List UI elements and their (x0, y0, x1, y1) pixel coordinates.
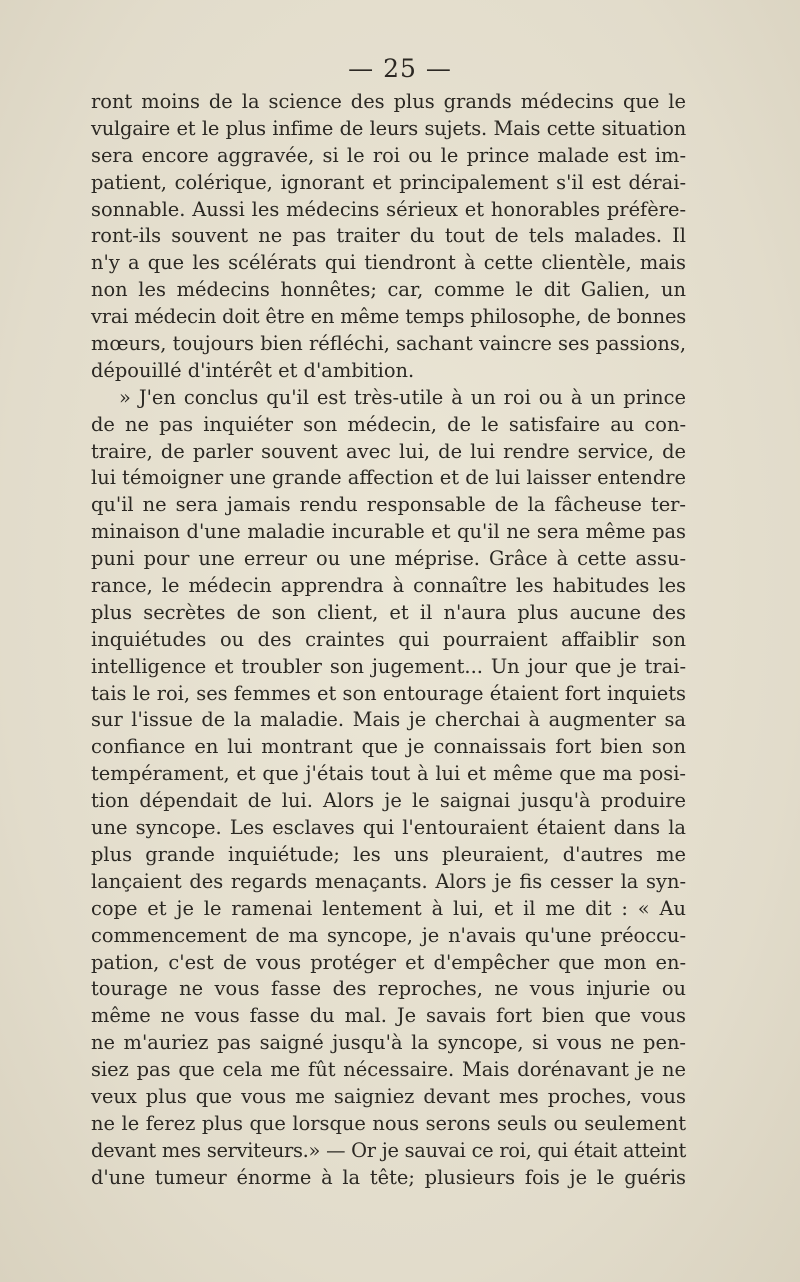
text-line: n'y a que les scélérats qui tiendront à cette clientèle, mais (91, 251, 686, 275)
text-line: tempérament, et que j'étais tout à lui et même que ma posi- (91, 762, 686, 786)
text-line: vulgaire et le plus infime de leurs sujets. Mais cette situation (91, 116, 686, 140)
text-line: mœurs, toujours bien réfléchi, sachant vaincre ses passions, (91, 332, 686, 356)
text-line: ne m'auriez pas saigné jusqu'à la syncope, si vous ne pen- (91, 1031, 686, 1055)
text-line: veux plus que vous me saigniez devant mes proches, vous (91, 1084, 686, 1108)
text-line: puni pour une erreur ou une méprise. Grâce à cette assu- (91, 547, 686, 571)
text-line: patient, colérique, ignorant et principalement s'il est dérai- (91, 170, 686, 194)
text-line: tourage ne vous fasse des reproches, ne vous injurie ou (91, 977, 686, 1001)
paragraph-start-line: » J'en conclus qu'il est très-utile à un roi ou à un prince (119, 385, 686, 409)
text-line: commencement de ma syncope, je n'avais qu'une préoccu- (91, 923, 686, 947)
text-line: cope et je le ramenai lentement à lui, et il me dit : « Au (91, 896, 686, 920)
text-line: tais le roi, ses femmes et son entourage étaient fort inquiets (91, 681, 686, 705)
text-line: intelligence et troubler son jugement... Un jour que je trai- (91, 654, 686, 678)
text-line: inquiétudes ou des craintes qui pourraient affaiblir son (91, 627, 686, 651)
text-line: sera encore aggravée, si le roi ou le prince malade est im- (91, 143, 686, 167)
text-line: lançaient des regards menaçants. Alors je fis cesser la syn- (91, 869, 686, 893)
text-line: minaison d'une maladie incurable et qu'il ne sera même pas (91, 520, 686, 544)
text-line: non les médecins honnêtes; car, comme le dit Galien, un (91, 278, 686, 302)
page-number: — 25 — (348, 54, 452, 83)
text-line: lui témoigner une grande affection et de lui laisser entendre (91, 466, 686, 490)
paragraph-end-line: dépouillé d'intérêt et d'ambition. (91, 358, 415, 382)
text-line: tion dépendait de lui. Alors je le saignai jusqu'à produire (91, 789, 686, 813)
text-line: ne le ferez plus que lorsque nous serons seuls ou seulement (91, 1111, 686, 1135)
text-line: ront moins de la science des plus grands médecins que le (91, 90, 686, 113)
text-line: siez pas que cela me fût nécessaire. Mais dorénavant je ne (91, 1058, 686, 1082)
text-line: d'une tumeur énorme à la tête; plusieurs fois je le guéris (91, 1165, 686, 1189)
text-line: sonnable. Aussi les médecins sérieux et honorables préfère- (91, 197, 686, 221)
text-line: une syncope. Les esclaves qui l'entouraient étaient dans la (91, 816, 686, 840)
text-line: de ne pas inquiéter son médecin, de le satisfaire au con- (91, 412, 686, 436)
body-text (91, 89, 686, 1192)
text-line: plus grande inquiétude; les uns pleuraient, d'autres me (91, 842, 686, 866)
text-line: confiance en lui montrant que je connaissais fort bien son (91, 735, 686, 759)
text-line: rance, le médecin apprendra à connaître les habitudes les (91, 574, 686, 598)
text-line: même ne vous fasse du mal. Je savais fort bien que vous (91, 1004, 686, 1028)
text-line: pation, c'est de vous protéger et d'empêcher que mon en- (91, 950, 686, 974)
text-line: devant mes serviteurs.» — Or je sauvai ce roi, qui était atteint (91, 1138, 686, 1162)
text-line: sur l'issue de la maladie. Mais je cherchai à augmenter sa (91, 708, 686, 732)
text-line: qu'il ne sera jamais rendu responsable de la fâcheuse ter- (91, 493, 686, 517)
text-line: vrai médecin doit être en même temps philosophe, de bonnes (91, 305, 686, 329)
text-line: plus secrètes de son client, et il n'aura plus aucune des (91, 600, 686, 624)
text-line: ront-ils souvent ne pas traiter du tout de tels malades. Il (91, 224, 686, 248)
text-line: traire, de parler souvent avec lui, de lui rendre service, de (91, 439, 686, 463)
